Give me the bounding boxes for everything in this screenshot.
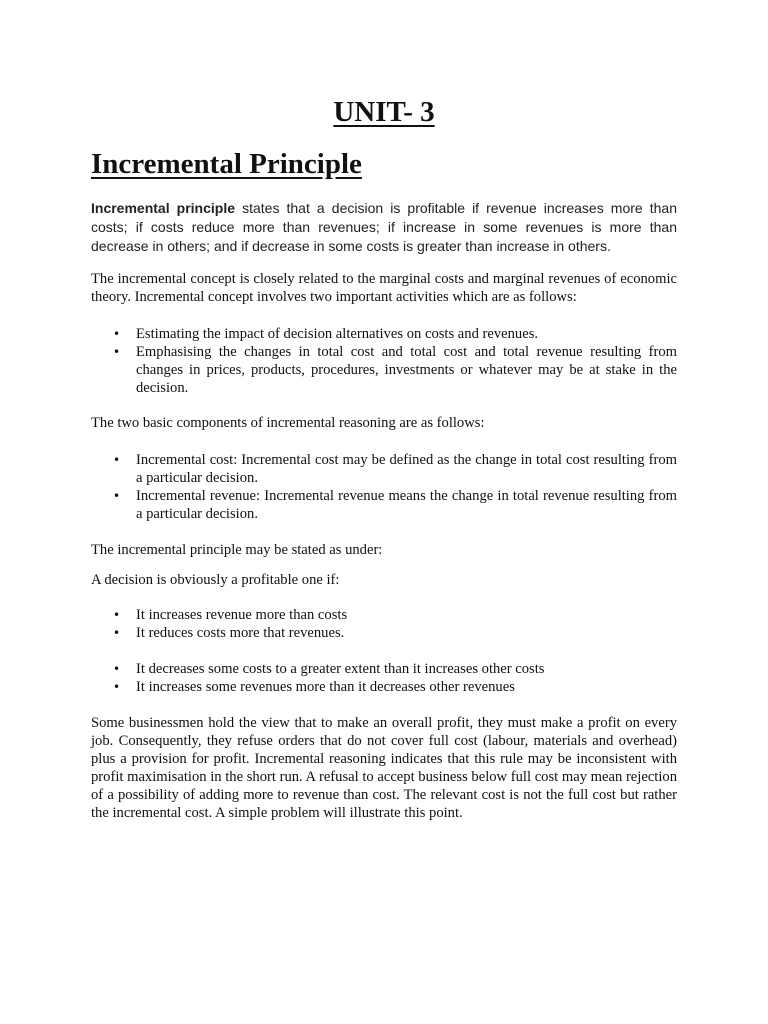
conditions-list-b [91, 660, 677, 696]
conditions-list-a [91, 606, 677, 642]
stated-text: The incremental principle may be stated as under: [91, 542, 383, 558]
final-text: Some businessmen hold the view that to make an overall profit, they must make a profit on every job. Consequently, they refuse orders that do not cover full cost (labour, materials and overhead) plus a provision for profit. Incremental reasoning indicates that this rule may be inconsistent with profit maximisation in the short run. A refusal to accept business below full cost may mean rejection of a possibility of adding more to revenue than cost. The relevant cost is not the full cost but rather the incremental cost. A simple problem will illustrate this point. [91, 715, 677, 821]
section-heading: Incremental Principle [91, 148, 362, 180]
activities-list [91, 325, 677, 397]
unit-title: UNIT- 3 [333, 96, 435, 128]
stated-paragraph [91, 541, 677, 559]
list-item: • It reduces costs more that revenues. [91, 624, 677, 642]
intro-paragraph [91, 199, 677, 256]
list-item: • Incremental revenue: Incremental revenue means the change in total revenue resulting from a particular decision. [91, 487, 677, 523]
list-item: • Estimating the impact of decision alternatives on costs and revenues. [91, 325, 677, 343]
decision-text: A decision is obviously a profitable one if: [91, 572, 340, 588]
components-text: The two basic components of incremental reasoning are as follows: [91, 415, 485, 431]
list-item: • It increases revenue more than costs [91, 606, 677, 624]
concept-text: The incremental concept is closely related to the marginal costs and marginal revenues of economic theory. Incremental concept involves two important activities which are as follows: [91, 271, 677, 305]
intro-term: Incremental principle [91, 200, 236, 216]
intro-definition: states that a decision is profitable if revenue increases more than costs; if costs reduce more than revenues; if increase in some revenues is more than decrease in others; and if decrease in some costs is greater than increase in others. [91, 200, 678, 254]
final-paragraph [91, 714, 677, 822]
list-item: • Emphasising the changes in total cost and total cost and total revenue resulting from changes in prices, products, procedures, investments or whatever may be at stake in the decision. [91, 343, 677, 397]
list-item: • It decreases some costs to a greater extent than it increases other costs [91, 660, 677, 678]
components-list [91, 451, 677, 523]
decision-paragraph [91, 571, 677, 589]
concept-paragraph [91, 270, 677, 306]
list-item: • Incremental cost: Incremental cost may be defined as the change in total cost resulting from a particular decision. [91, 451, 677, 487]
list-item: • It increases some revenues more than it decreases other revenues [91, 678, 677, 696]
components-intro [91, 414, 677, 432]
